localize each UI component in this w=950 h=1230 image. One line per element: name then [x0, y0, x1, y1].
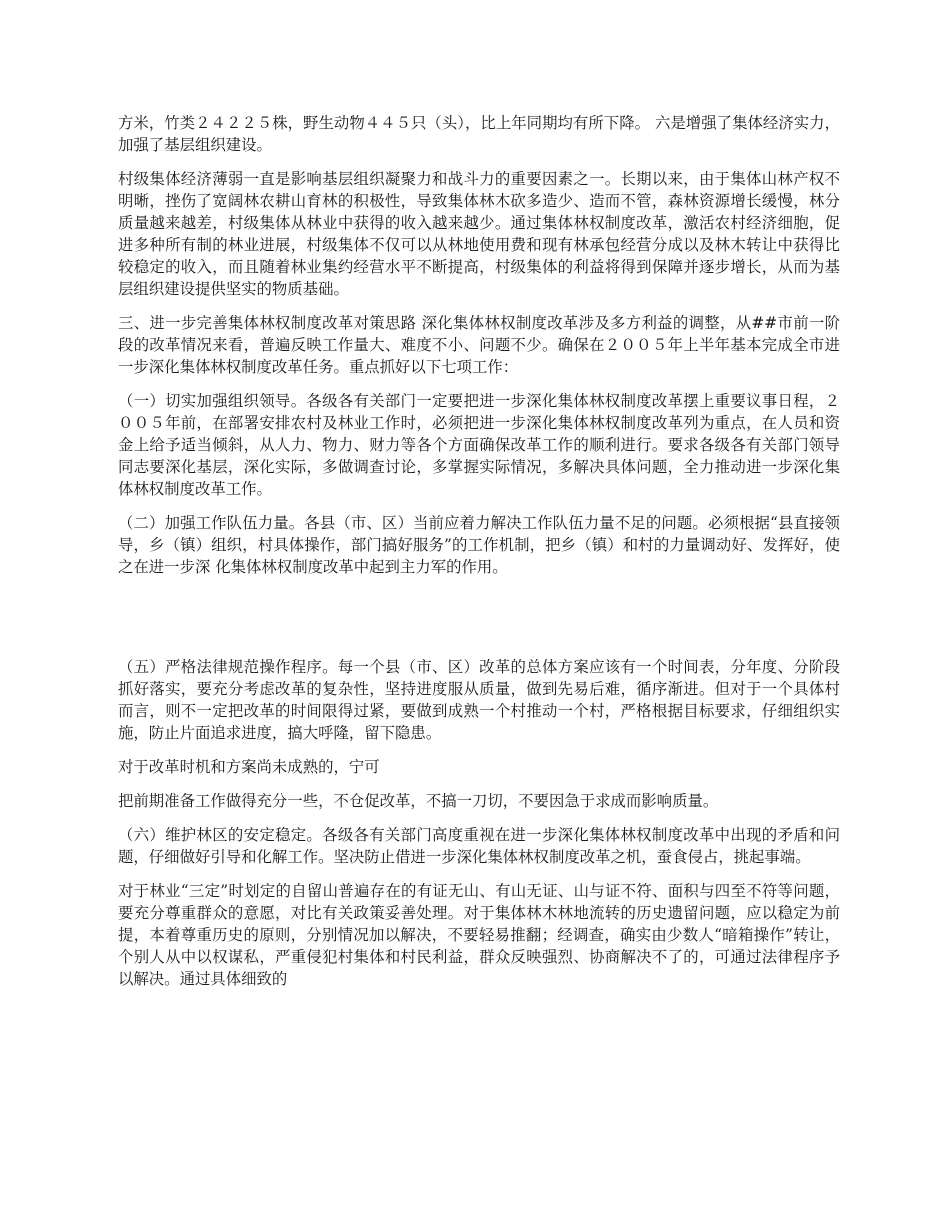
- paragraph-intro: 方米，竹类２４２２５株，野生动物４４５只（头），比上年同期均有所下降。 六是增强了集体经济实力，加强了基层组织建设。: [118, 114, 840, 154]
- paragraph-preparation: 把前期准备工作做得充分一些，不仓促改革，不搞一刀切，不要因急于求成而影响质量。: [118, 792, 719, 810]
- paragraph-item-two: （二）加强工作队伍力量。各县（市、区）当前应着力解决工作队伍力量不足的问题。必须根据“县直接领导，乡（镇）组织，村具体操作，部门搞好服务”的工作机制，把乡（镇）和村的力量调动好、发挥好，使之在进一步深 化集体林权制度改革中起到主力军的作用。: [118, 514, 840, 576]
- document-body: [118, 112, 840, 1002]
- paragraph-item-one: （一）切实加强组织领导。各级各有关部门一定要把进一步深化集体林权制度改革摆上重要议事日程，２００５年前，在部署安排农村及林业工作时，必须把进一步深化集体林权制度改革列为重点，在人员和资金上给予适当倾斜，从人力、物力、财力等各个方面确保改革工作的顺利进行。要求各级各有关部门领导同志要深化基层，深化实际，多做调查讨论，多掌握实际情况，多解决具体问题，全力推动进一步深化集体林权制度改革工作。: [118, 392, 840, 498]
- paragraph-collective-economy: 村级集体经济薄弱一直是影响基层组织凝聚力和战斗力的重要因素之一。长期以来，由于集体山林产权不明晰，挫伤了宽阔林农耕山育林的积极性，导致集体林木砍多造少、造而不管，森林资源增长缓慢，林分质量越来越差，村级集体从林业中获得的收入越来越少。通过集体林权制度改革，激活农村经济细胞，促进多种所有制的林业进展，村级集体不仅可以从林地使用费和现有林承包经营分成以及林木转让中获得比较稳定的收入，而且随着林业集约经营水平不断提高，村级集体的利益将得到保障并逐步增长，从而为基层组织建设提供坚实的物质基础。: [118, 170, 840, 298]
- paragraph-item-five: （五）严格法律规范操作程序。每一个县（市、区）改革的总体方案应该有一个时间表，分年度、分阶段抓好落实，要充分考虑改革的复杂性，坚持进度服从质量，做到先易后难，循序渐进。但对于一个具体村而言，则不一定把改革的时间限得过紧，要做到成熟一个村推动一个村，严格根据目标要求，仔细组织实施，防止片面追求进度，搞大呼隆，留下隐患。: [118, 658, 840, 742]
- paragraph-section-three: 三、进一步完善集体林权制度改革对策思路 深化集体林权制度改革涉及多方利益的调整，从##市前一阶段的改革情况来看，普遍反映工作量大、难度不小、问题不少。确保在２００５年上半年基本完成全市进一步深化集体林权制度改革任务。重点抓好以下七项工作：: [118, 314, 840, 376]
- paragraph-three-fixes: 对于林业“三定”时划定的自留山普遍存在的有证无山、有山无证、山与证不符、面积与四至不符等问题，要充分尊重群众的意愿，对比有关政策妥善处理。对于集体林木林地流转的历史遗留问题，应以稳定为前提，本着尊重历史的原则，分别情况加以解决，不要轻易推翻；经调查，确实由少数人“暗箱操作”转让，个别人从中以权谋私，严重侵犯村集体和村民利益，群众反映强烈、协商解决不了的，可通过法律程序予以解决。通过具体细致的: [118, 882, 840, 988]
- paragraph-item-six: （六）维护林区的安定稳定。各级各有关部门高度重视在进一步深化集体林权制度改革中出现的矛盾和问题，仔细做好引导和化解工作。坚决防止借进一步深化集体林权制度改革之机，蚕食侵占，挑起事端。: [118, 826, 840, 866]
- paragraph-immature-reform: 对于改革时机和方案尚未成熟的，宁可: [118, 758, 380, 776]
